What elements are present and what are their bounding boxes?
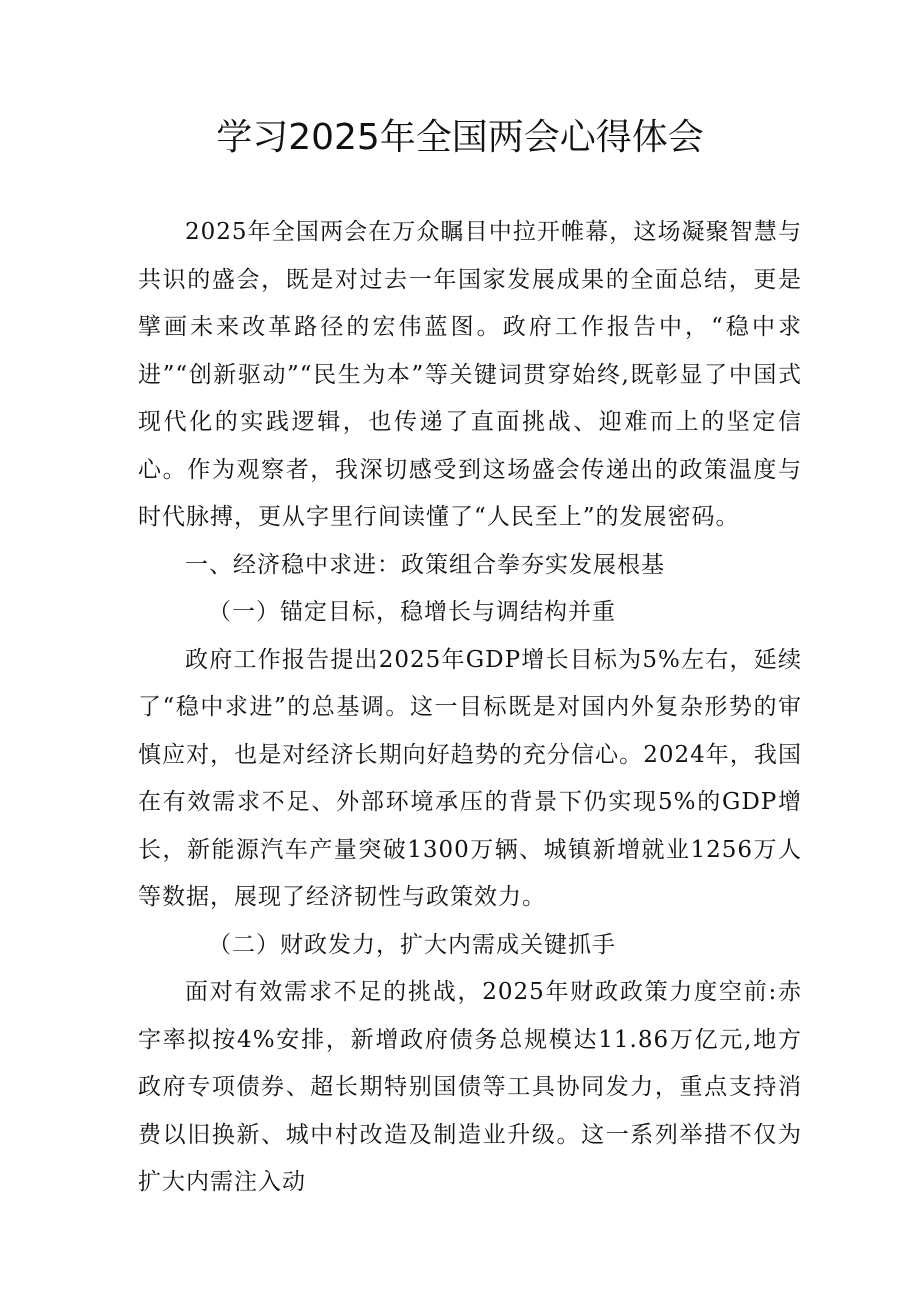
section-heading-1: 一、经济稳中求进：政策组合拳夯实发展根基 (185, 551, 665, 578)
subsection-heading-1: （一）锚定目标，稳增长与调结构并重 (208, 599, 616, 625)
document-title: 学习2025年全国两会心得体会 (216, 117, 704, 158)
body-paragraph-1: 政府工作报告提出2025年GDP增长目标为5%左右，延续了“稳中求进”的总基调。这一目标既是对国内外复杂形势的审慎应对，也是对经济长期向好趋势的充分信心。2024年，我国在有效需求不足、外部环境承压的背景下仍实现5%的GDP增长，新能源汽车产量突破1300万辆、城镇新增就业1256万人等数据，展现了经济韧性与政策效力。 (138, 646, 802, 910)
subsection-heading-2: （二）财政发力，扩大内需成关键抓手 (208, 931, 616, 958)
body-paragraph-2: 面对有效需求不足的挑战，2025年财政政策力度空前:赤字率拟按4%安排，新增政府债务总规模达11.86万亿元,地方政府专项债券、超长期特别国债等工具协同发力，重点支持消费以旧换新、城中村改造及制造业升级。这一系列举措不仅为扩大内需注入动 (138, 979, 802, 1195)
intro-paragraph: 2025年全国两会在万众瞩目中拉开帷幕，这场凝聚智慧与共识的盛会，既是对过去一年国家发展成果的全面总结，更是擘画未来改革路径的宏伟蓝图。政府工作报告中，“稳中求进”“创新驱动”“民生为本”等关键词贯穿始终,既彰显了中国式现代化的实践逻辑，也传递了直面挑战、迎难而上的坚定信心。作为观察者，我深切感受到这场盛会传递出的政策温度与时代脉搏，更从字里行间读懂了“人民至上”的发展密码。 (138, 219, 802, 530)
document-body (138, 209, 802, 1207)
